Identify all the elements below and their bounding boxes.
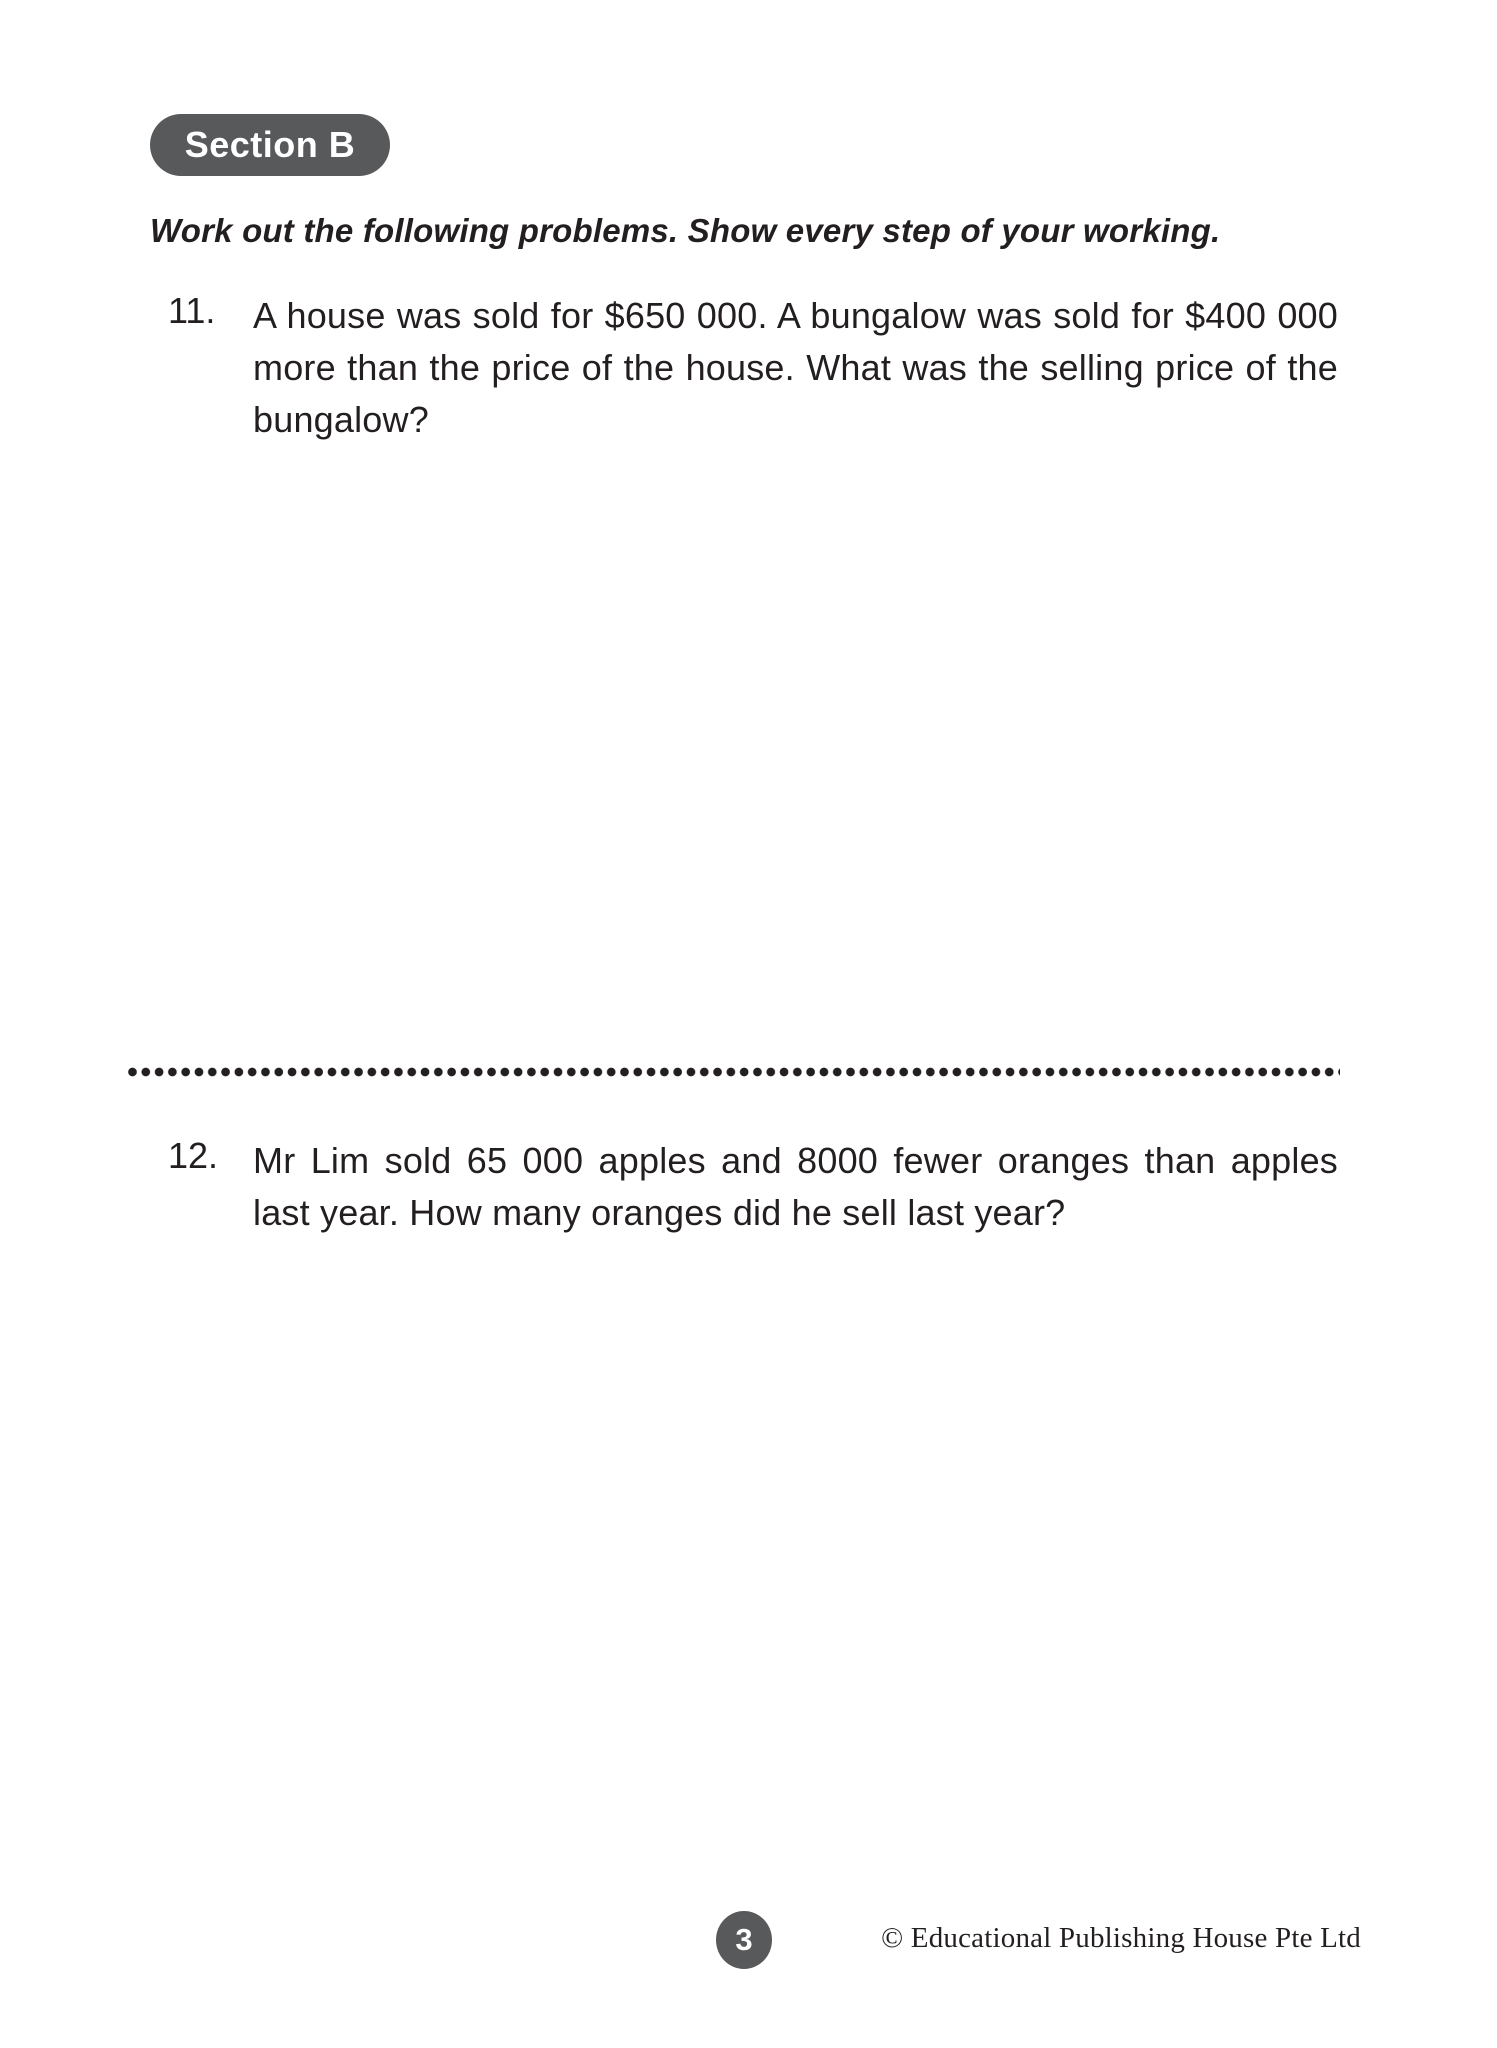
problem-12-body [253, 1135, 1338, 1239]
problem-11-line-3: bungalow? [253, 399, 429, 440]
section-badge-label: Section B [184, 124, 356, 165]
problem-12 [168, 1135, 1338, 1239]
dotted-separator [128, 1067, 1340, 1077]
section-badge [150, 114, 390, 176]
problem-11-line-2: more than the price of the house. What was the selling price of the [253, 347, 1338, 388]
page-number: 3 [735, 1922, 753, 1957]
problem-12-line-2: last year. How many oranges did he sell last year? [253, 1192, 1066, 1233]
problem-11-body [253, 290, 1338, 446]
copyright-text: © Educational Publishing House Pte Ltd [881, 1922, 1361, 1954]
page-number-badge [716, 1911, 772, 1969]
problem-11-number: 11. [168, 290, 216, 331]
problem-12-line-1: Mr Lim sold 65 000 apples and 8000 fewer oranges than apples [253, 1140, 1338, 1181]
problem-11-line-1: A house was sold for $650 000. A bungalow was sold for $400 000 [253, 295, 1338, 336]
problem-12-number: 12. [168, 1135, 219, 1176]
problem-11 [168, 290, 1338, 446]
instruction-text: Work out the following problems. Show every step of your working. [150, 212, 1221, 249]
